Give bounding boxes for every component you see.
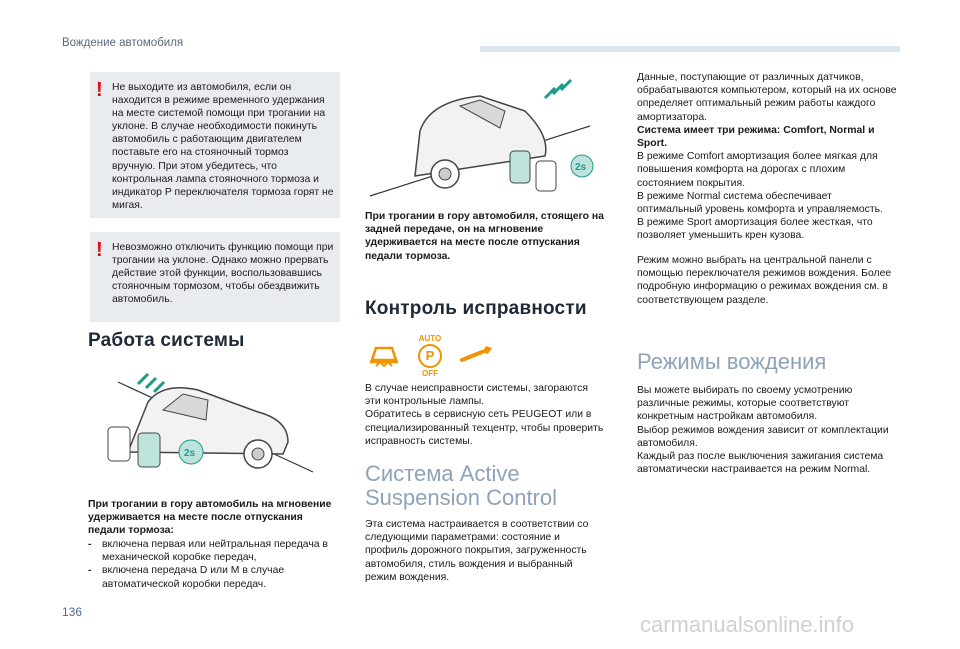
paragraph: Каждый раз после выключения зажигания система автоматически настраивается на режим Normal. (637, 451, 884, 476)
car-uphill-reverse-illustration (360, 66, 595, 206)
motion-arrows-icon (545, 80, 571, 98)
section-heading-system-operation: Работа системы (88, 330, 245, 351)
section-heading-fault-check: Контроль исправности (365, 298, 587, 319)
warning-icon: ! (96, 79, 103, 101)
hold-2s-icon (571, 155, 593, 177)
paragraph: В режиме Normal система обеспечивает оптимальный уровень комфорта и управляемость. (637, 190, 883, 216)
paragraph: Выбор режимов вождения зависит от комплектации автомобиля. (637, 424, 889, 449)
paragraph: Система имеет три режима: Comfort, Normal и Sport. (637, 124, 875, 150)
warning-text-1: Не выходите из автомобиля, если он находится в режиме временного удержания на месте системой помощи при трогании на уклоне. В случае необходимости покинуть автомобиль с работающим двигателем поставьте его на стояночный тормоз вручную. При этом убедитесь, что контрольная лампа стояночного тормоза и индикатор P переключателя тормоза горят не мигая. (112, 82, 334, 211)
suspension-details (637, 71, 897, 243)
heading-line: Система Active (365, 461, 520, 486)
paragraph: Вы можете выбирать по своему усмотрению различные режимы, которые соответствуют конкретным настройкам автомобиля. (637, 385, 853, 423)
page-number: 136 (62, 605, 83, 619)
hill-assist-auto-off-icon (412, 334, 448, 378)
warning-box-1 (90, 72, 340, 218)
fault-text (365, 382, 605, 448)
car-uphill-forward-illustration (88, 362, 318, 492)
motion-arrows-icon (138, 374, 164, 392)
p-circle-icon: P (418, 344, 442, 368)
bullet-list (88, 538, 338, 591)
section-heading-active-suspension (365, 462, 610, 510)
svg-text:2s: 2s (575, 162, 587, 173)
warning-box-2 (90, 232, 340, 322)
hold-2s-icon (179, 440, 203, 464)
svg-text:2s: 2s (184, 448, 196, 459)
list-item: - включена передача D или M в случае автоматической коробки передач. (88, 564, 338, 590)
header-bar (480, 46, 900, 52)
paragraph: Обратитесь в сервисную сеть PEUGEOT или в специализированный техцентр, чтобы проверить исправность системы. (365, 409, 604, 447)
caption-reverse: При трогании в гору автомобиля, стоящего на задней передаче, он на мгновение удерживается на месте после отпускания педали тормоза. (365, 211, 604, 262)
paragraph: В режиме Sport амортизация более жесткая, что позволяет уменьшить крен кузова. (637, 217, 873, 242)
caption-forward: При трогании в гору автомобиль на мгновение удерживается на месте после отпускания педали тормоза: (88, 499, 332, 537)
paragraph: Данные, поступающие от различных датчиков, обрабатываются компьютером, который на их основе определяет оптимальный режим работы каждого амортизатора. (637, 72, 897, 123)
auto-label: AUTO (418, 334, 442, 343)
paragraph: В случае неисправности системы, загораются эти контрольные лампы. (365, 383, 588, 408)
warning-text-2: Невозможно отключить функцию помощи при трогании на уклоне. Однако можно прервать действие этой функции, воспользовавшись стояночным тормозом, чтобы обездвижить автомобиль. (112, 242, 334, 306)
section-heading-driving-modes: Режимы вождения (637, 349, 827, 374)
service-wrench-icon (460, 344, 494, 364)
suspension-warning-icon (368, 340, 400, 370)
warning-icon: ! (96, 239, 103, 261)
list-item: - включена первая или нейтральная передача в механической коробке передач, (88, 538, 338, 564)
driving-modes-text (637, 384, 897, 476)
suspension-text: Эта система настраивается в соответствии со следующими параметрами: состояние и профиль дорожного покрытия, загруженность автомобиля, стиль вождения и выбранный режим вождения. (365, 519, 589, 583)
heading-line: Suspension Control (365, 485, 558, 510)
off-label: OFF (422, 369, 438, 378)
header-title: Вождение автомобиля (62, 37, 184, 49)
paragraph: В режиме Comfort амортизация более мягкая для повышения комфорта на дорогах с плохим состоянием покрытия. (637, 151, 878, 189)
mode-selection-text: Режим можно выбрать на центральной панели с помощью переключателя режимов вождения. Более подробную информацию о режимах вождения см. в соответствующем разделе. (637, 255, 892, 306)
watermark: carmanualsonline.info (640, 612, 855, 637)
warning-lamps-row (368, 336, 498, 376)
